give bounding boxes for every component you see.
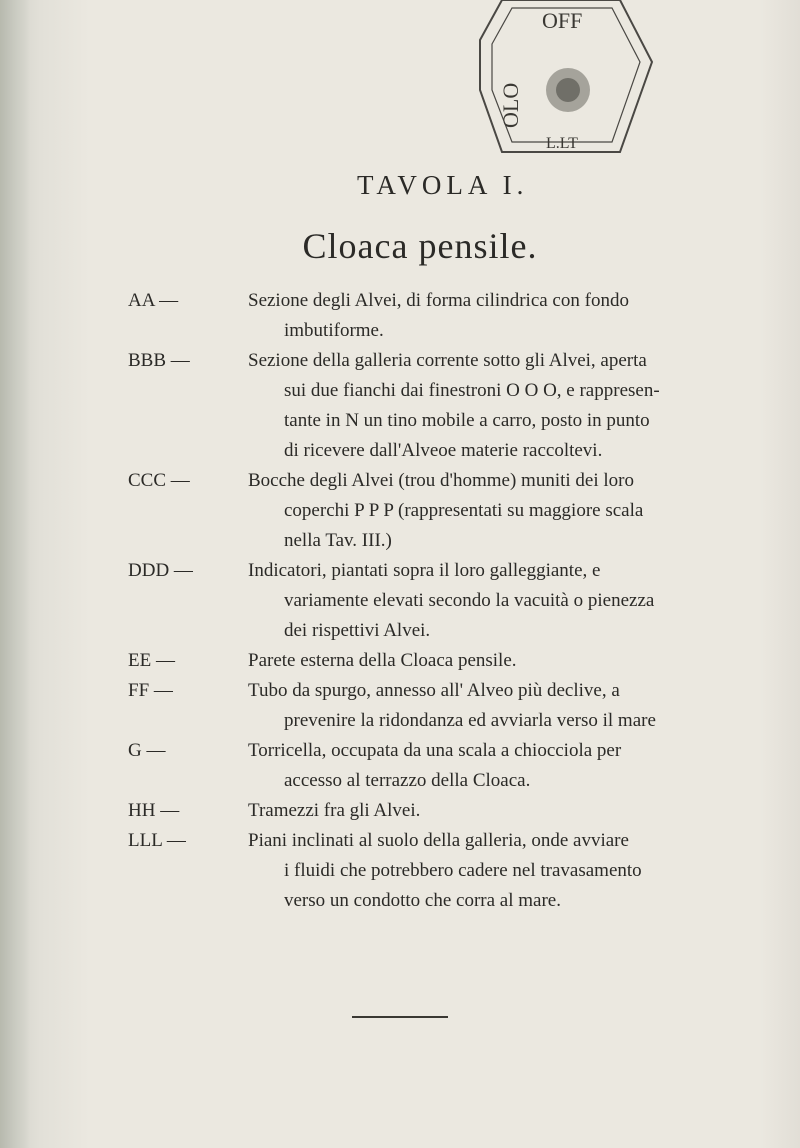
legend-line: imbutiforme.: [284, 320, 384, 341]
legend-entry-ddd: [128, 556, 748, 646]
legend-line: Bocche degli Alvei (trou d'homme) muniti dei loro: [248, 470, 634, 491]
legend-key: EE —: [128, 650, 175, 671]
stamp-text-bottom: L.LT: [546, 135, 578, 152]
legend-entry-ff: [128, 676, 748, 736]
legend-entry-lll: [128, 826, 748, 916]
legend-line: variamente elevati secondo la vacuità o pienezza: [284, 590, 655, 611]
legend-line: Indicatori, piantati sopra il loro galleggiante, e: [248, 560, 601, 581]
legend-line: nella Tav. III.): [284, 530, 392, 551]
legend-line: coperchi P P P (rappresentati su maggiore scala: [284, 500, 644, 521]
legend-key: AA —: [128, 290, 179, 311]
legend-key: CCC —: [128, 470, 190, 491]
binding-edge: [0, 0, 30, 1148]
legend-line: Piani inclinati al suolo della galleria, onde avviare: [248, 830, 629, 851]
legend-line: sui due fianchi dai finestroni O O O, e rappresen-: [284, 380, 660, 401]
legend-line: Torricella, occupata da una scala a chiocciola per: [248, 740, 622, 761]
legend-line: Tramezzi fra gli Alvei.: [248, 800, 421, 821]
legend-list: [128, 286, 748, 916]
legend-entry-bbb: [128, 346, 748, 466]
legend-key: FF —: [128, 680, 173, 701]
legend-line: accesso al terrazzo della Cloaca.: [284, 770, 531, 791]
legend-key: DDD —: [128, 560, 193, 581]
library-stamp-icon: [470, 0, 670, 160]
legend-line: dei rispettivi Alvei.: [284, 620, 431, 641]
legend-line: di ricevere dall'Alveoe materie raccoltevi.: [284, 440, 603, 461]
legend-key: HH —: [128, 800, 180, 821]
legend-line: Sezione degli Alvei, di forma cilindrica con fondo: [248, 290, 629, 311]
legend-key: LLL —: [128, 830, 186, 851]
plate-number: TAVOLA I.: [357, 170, 529, 200]
legend-line: tante in N un tino mobile a carro, posto in punto: [284, 410, 650, 431]
legend-line: i fluidi che potrebbero cadere nel travasamento: [284, 860, 642, 881]
legend-entry-ee: [128, 646, 748, 676]
closing-rule: [352, 1016, 448, 1018]
page-title: Cloaca pensile.: [302, 226, 538, 266]
stamp-text-left: OLO: [498, 82, 523, 128]
legend-line: verso un condotto che corra al mare.: [284, 890, 561, 911]
legend-key: G —: [128, 740, 166, 761]
legend-entry-ccc: [128, 466, 748, 556]
legend-entry-g: [128, 736, 748, 796]
legend-key: BBB —: [128, 350, 190, 371]
stamp-text-top: OFF: [542, 8, 583, 33]
legend-entry-aa: [128, 286, 748, 346]
legend-line: Sezione della galleria corrente sotto gli Alvei, aperta: [248, 350, 647, 371]
legend-entry-hh: [128, 796, 748, 826]
legend-line: Parete esterna della Cloaca pensile.: [248, 650, 517, 671]
legend-line: Tubo da spurgo, annesso all' Alveo più declive, a: [248, 680, 620, 701]
legend-line: prevenire la ridondanza ed avviarla verso il mare: [284, 710, 656, 731]
